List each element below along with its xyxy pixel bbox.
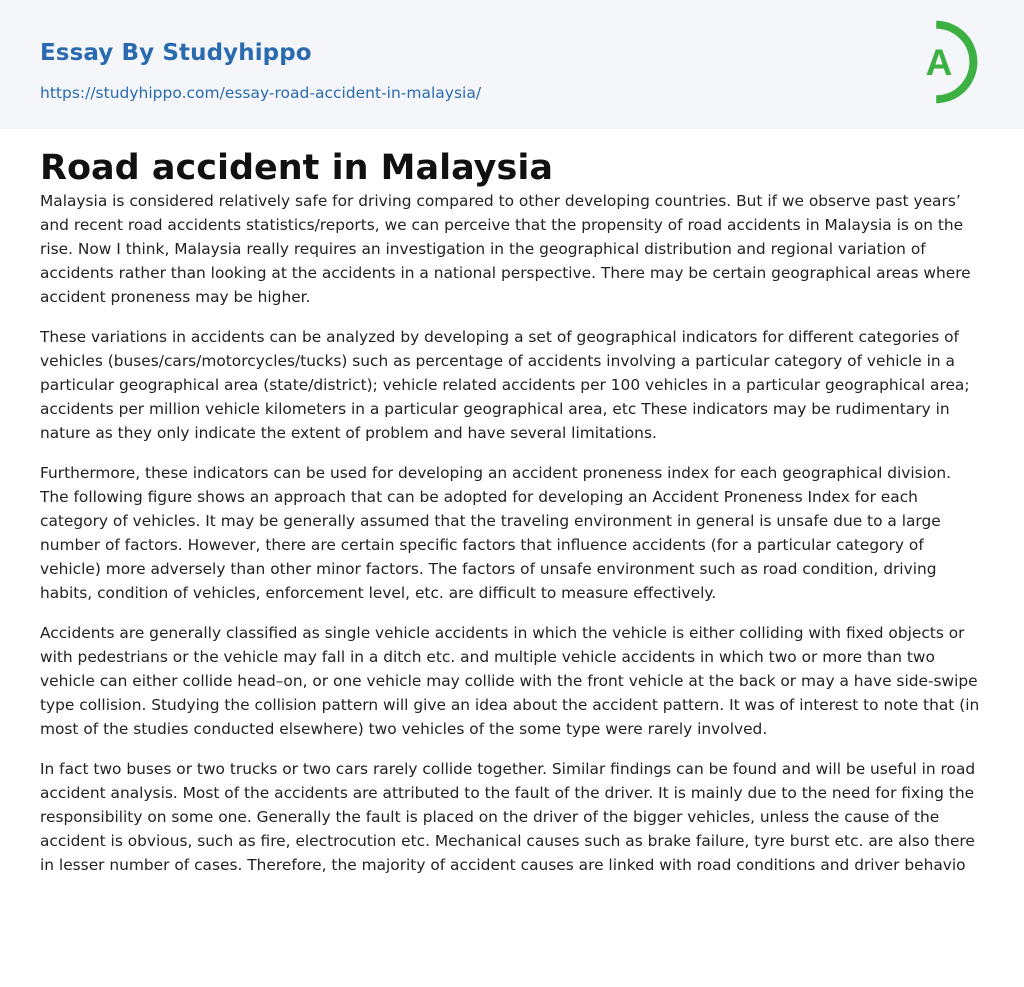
article-paragraph: Malaysia is considered relatively safe for driving compared to other developing countries. But if we observe past years’ and recent road accidents statistics/reports, we can perceive that the propensity of road accidents in Malaysia is on the rise. Now I think, Malaysia really requires an investigation in the geographical distribution and regional variation of accidents rather than looking at the accidents in a national perspective. There may be certain geographical areas where accident proneness may be higher. <box>40 192 971 306</box>
article-title: Road accident in Malaysia <box>40 148 553 188</box>
site-header <box>0 0 1024 129</box>
article-paragraph: Accidents are generally classified as single vehicle accidents in which the vehicle is either colliding with fixed objects or with pedestrians or the vehicle may fall in a ditch etc. and multiple vehicle accidents in which two or more than two vehicle can either collide head–on, or one vehicle may collide with the front vehicle at the back or may a have side-swipe type collision. Studying the collision pattern will give an idea about the accident pattern. It was of interest to note that (in most of the studies conducted elsewhere) two vehicles of the some type were rarely involved. <box>40 624 980 738</box>
circle-a-logo-icon[interactable] <box>912 19 986 105</box>
article-paragraph: In fact two buses or two trucks or two cars rarely collide together. Similar findings can be found and will be useful in road accident analysis. Most of the accidents are attributed to the fault of the driver. It is mainly due to the need for fixing the responsibility on some one. Generally the fault is placed on the driver of the bigger vehicles, unless the cause of the accident is obvious, such as fire, electrocution etc. Mechanical causes such as brake failure, tyre burst etc. are also there in lesser number of cases. Therefore, the majority of accident causes are linked with road conditions and driver behavio <box>40 760 976 874</box>
article <box>0 129 1024 877</box>
site-brand[interactable]: Essay By Studyhippo <box>40 40 312 66</box>
logo-letter: A <box>925 42 953 83</box>
article-paragraph: These variations in accidents can be analyzed by developing a set of geographical indicators for different categories of vehicles (buses/cars/motorcycles/tucks) such as percentage of accidents involving a particular category of vehicle in a particular geographical area (state/district); vehicle related accidents per 100 vehicles in a particular geographical area; accidents per million vehicle kilometers in a particular geographical area, etc These indicators may be rudimentary in nature as they only indicate the extent of problem and have several limitations. <box>40 328 970 442</box>
essay-url-link[interactable]: https://studyhippo.com/essay-road-accident-in-malaysia/ <box>40 84 482 102</box>
article-paragraph: Furthermore, these indicators can be used for developing an accident proneness index for each geographical division. The following figure shows an approach that can be adopted for developing an Accident Proneness Index for each category of vehicles. It may be generally assumed that the traveling environment in general is unsafe due to a large number of factors. However, there are certain specific factors that influence accidents (for a particular category of vehicle) more adversely than other minor factors. The factors of unsafe environment such as road condition, driving habits, condition of vehicles, enforcement level, etc. are difficult to measure effectively. <box>40 464 952 602</box>
